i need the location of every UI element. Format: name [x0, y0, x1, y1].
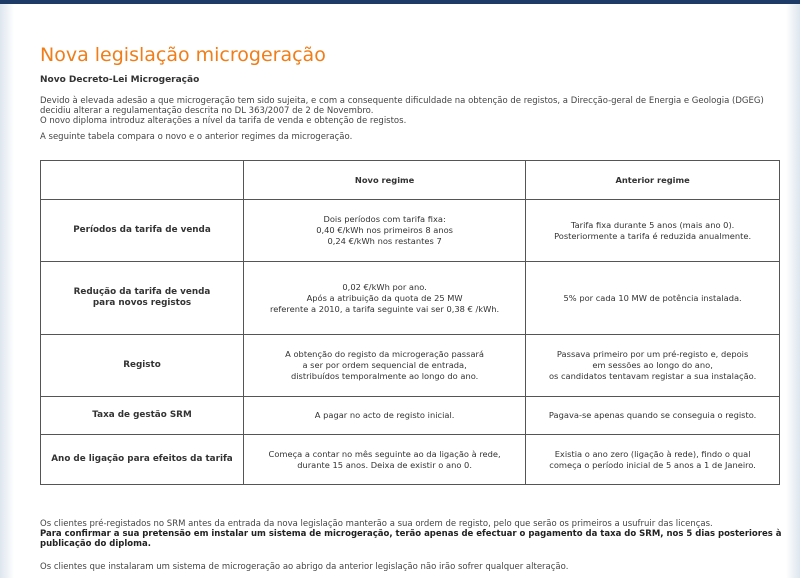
anterior-regime-cell: Existia o ano zero (ligação à rede), findo o qual começa o período inicial de 5 anos a 1 de Janeiro. — [526, 435, 780, 485]
regime-comparison-table — [40, 160, 780, 485]
anterior-regime-cell: Passava primeiro por um pré-registo e, depois em sessões ao longo do ano, os candidatos tentavam registar a sua instalação. — [526, 335, 780, 397]
row-label: Registo — [41, 335, 244, 397]
table-row — [41, 397, 780, 435]
anterior-regime-cell: Tarifa fixa durante 5 anos (mais ano 0). Posteriormente a tarifa é reduzida anualmente. — [526, 200, 780, 262]
intro-line: O novo diploma introduz alterações a nível da tarifa de venda e obtenção de registos. — [40, 116, 407, 126]
header-anterior-regime: Anterior regime — [526, 161, 780, 200]
novo-regime-cell: A obtenção do registo da microgeração passará a ser por ordem sequencial de entrada, distribuídos temporalmente ao longo do ano. — [244, 335, 526, 397]
novo-regime-cell: Começa a contar no mês seguinte ao da ligação à rede, durante 15 anos. Deixa de existir o ano 0. — [244, 435, 526, 485]
header-novo-regime: Novo regime — [244, 161, 526, 200]
row-label: Períodos da tarifa de venda — [41, 200, 244, 262]
footer-note-existing-clients: Os clientes que instalaram um sistema de microgeração ao abrigo da anterior legislação não irão sofrer qualquer alteração. — [40, 562, 569, 572]
right-page-border — [786, 4, 800, 578]
intro-line: decidiu alterar a regulamentação descrita no DL 363/2007 de 2 de Novembro. — [40, 106, 374, 116]
table-row — [41, 435, 780, 485]
anterior-regime-cell: 5% por cada 10 MW de potência instalada. — [526, 262, 780, 335]
novo-regime-cell: Dois períodos com tarifa fixa: 0,40 €/kWh nos primeiros 8 anos 0,24 €/kWh nos restantes 7 — [244, 200, 526, 262]
compare-note: A seguinte tabela compara o novo e o anterior regimes da microgeração. — [40, 132, 353, 142]
left-page-border — [0, 4, 14, 578]
footer-note-preregistered: Os clientes pré-registados no SRM antes da entrada da nova legislação manterão a sua ordem de registo, pelo que serão os primeiros a usufruir das licenças. — [40, 519, 713, 529]
row-label: Ano de ligação para efeitos da tarifa — [41, 435, 244, 485]
top-navigation-bar — [0, 0, 800, 4]
table-row — [41, 335, 780, 397]
novo-regime-cell: 0,02 €/kWh por ano. Após a atribuição da quota de 25 MW referente a 2010, a tarifa seguinte vai ser 0,38 € /kWh. — [244, 262, 526, 335]
intro-paragraph — [40, 96, 782, 126]
page-subtitle: Novo Decreto-Lei Microgeração — [40, 75, 200, 85]
table-row — [41, 200, 780, 262]
table-header-row — [41, 161, 780, 200]
page-title: Nova legislação microgeração — [40, 44, 326, 66]
intro-line: Devido à elevada adesão a que microgeração tem sido sujeita, e com a consequente dificuldade na obtenção de registos, a Direcção-geral de Energia e Geologia (DGEG) — [40, 96, 764, 106]
table-row — [41, 262, 780, 335]
novo-regime-cell: A pagar no acto de registo inicial. — [244, 397, 526, 435]
footer-note-payment: Para confirmar a sua pretensão em instalar um sistema de microgeração, terão apenas de efectuar o pagamento da taxa do SRM, nos 5 dias posteriores à publicação do diploma. — [40, 529, 782, 549]
row-label: Redução da tarifa de venda para novos registos — [41, 262, 244, 335]
anterior-regime-cell: Pagava-se apenas quando se conseguia o registo. — [526, 397, 780, 435]
header-empty — [41, 161, 244, 200]
row-label: Taxa de gestão SRM — [41, 397, 244, 435]
